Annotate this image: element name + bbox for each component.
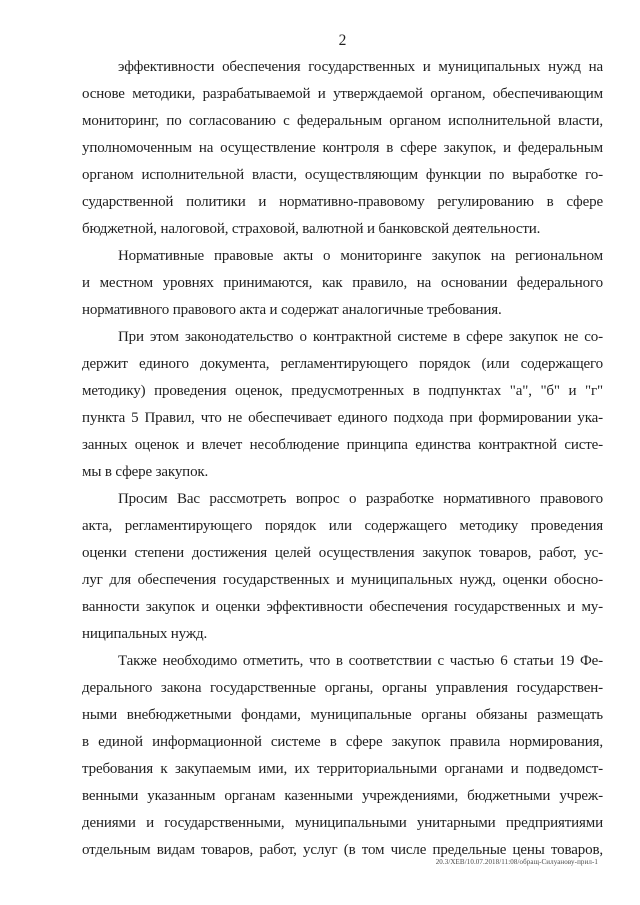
text-line: дерального закона государственные органы, органы управления государствен- — [82, 680, 603, 696]
text-line: основе методики, разрабатываемой и утверждаемой органом, обеспечивающим — [82, 86, 603, 102]
page-number: 2 — [338, 32, 347, 49]
text-line: сударственной политики и нормативно-правовому регулированию в сфере — [82, 194, 603, 210]
text-line: эффективности обеспечения государственных и муниципальных нужд на — [118, 59, 603, 75]
text-line: дениями и государственными, муниципальными унитарными предприятиями — [82, 815, 603, 831]
text-line: ванности закупок и оценки эффективности обеспечения государственных и му- — [82, 599, 603, 615]
text-line: отдельным видам товаров, работ, услуг (в том числе предельные цены товаров, — [82, 842, 603, 858]
text-line: в единой информационной системе в сфере закупок правила нормирования, — [82, 734, 603, 750]
paragraph — [82, 486, 603, 648]
text-line: венными указанным органам казенными учреждениями, бюджетными учреж- — [82, 788, 603, 804]
text-line: занных оценок и влечет несоблюдение принципа единства контрактной систе- — [82, 437, 603, 453]
text-line: уполномоченным на осуществление контроля в сфере закупок, и федеральным — [82, 140, 603, 156]
text-line: бюджетной, налоговой, страховой, валютной и банковской деятельности. — [82, 221, 541, 237]
document-body — [82, 54, 603, 864]
text-line: мониторинг, по согласованию с федеральным органом исполнительной власти, — [82, 113, 603, 129]
paragraph — [82, 648, 603, 864]
text-line: и местном уровнях принимаются, как правило, на основании федерального — [82, 275, 603, 291]
text-line: Также необходимо отметить, что в соответствии с частью 6 статьи 19 Фе- — [118, 653, 603, 669]
text-line: пункта 5 Правил, что не обеспечивает единого подхода при формировании ука- — [82, 410, 603, 426]
paragraph — [82, 324, 603, 486]
text-line: оценки степени достижения целей осуществления закупок товаров, работ, ус- — [82, 545, 603, 561]
text-line: методику) проведения оценок, предусмотренных в подпунктах "а", "б" и "г" — [82, 383, 603, 399]
text-line: требования к закупаемым ими, их территориальными органами и подведомст- — [82, 761, 603, 777]
text-line: При этом законодательство о контрактной системе в сфере закупок не со- — [118, 329, 603, 345]
text-line: Нормативные правовые акты о мониторинге закупок на региональном — [118, 248, 603, 264]
text-line: держит единого документа, регламентирующего порядок (или содержащего — [82, 356, 603, 372]
paragraph — [82, 54, 603, 243]
text-line: органом исполнительной власти, осуществляющим функции по выработке го- — [82, 167, 603, 183]
footer-reference: 20.3/ХЕВ/10.07.2018/11:08/обращ-Силуанову-прил-1 — [435, 858, 598, 866]
text-line: ными внебюджетными фондами, муниципальные органы обязаны размещать — [82, 707, 603, 723]
text-line: Просим Вас рассмотреть вопрос о разработке нормативного правового — [118, 491, 603, 507]
text-line: мы в сфере закупок. — [82, 464, 209, 480]
paragraph — [82, 243, 603, 324]
text-line: акта, регламентирующего порядок или содержащего методику проведения — [82, 518, 603, 534]
text-line: нормативного правового акта и содержат аналогичные требования. — [82, 302, 502, 318]
text-line: ниципальных нужд. — [82, 626, 208, 642]
text-line: луг для обеспечения государственных и муниципальных нужд, оценки обосно- — [82, 572, 603, 588]
